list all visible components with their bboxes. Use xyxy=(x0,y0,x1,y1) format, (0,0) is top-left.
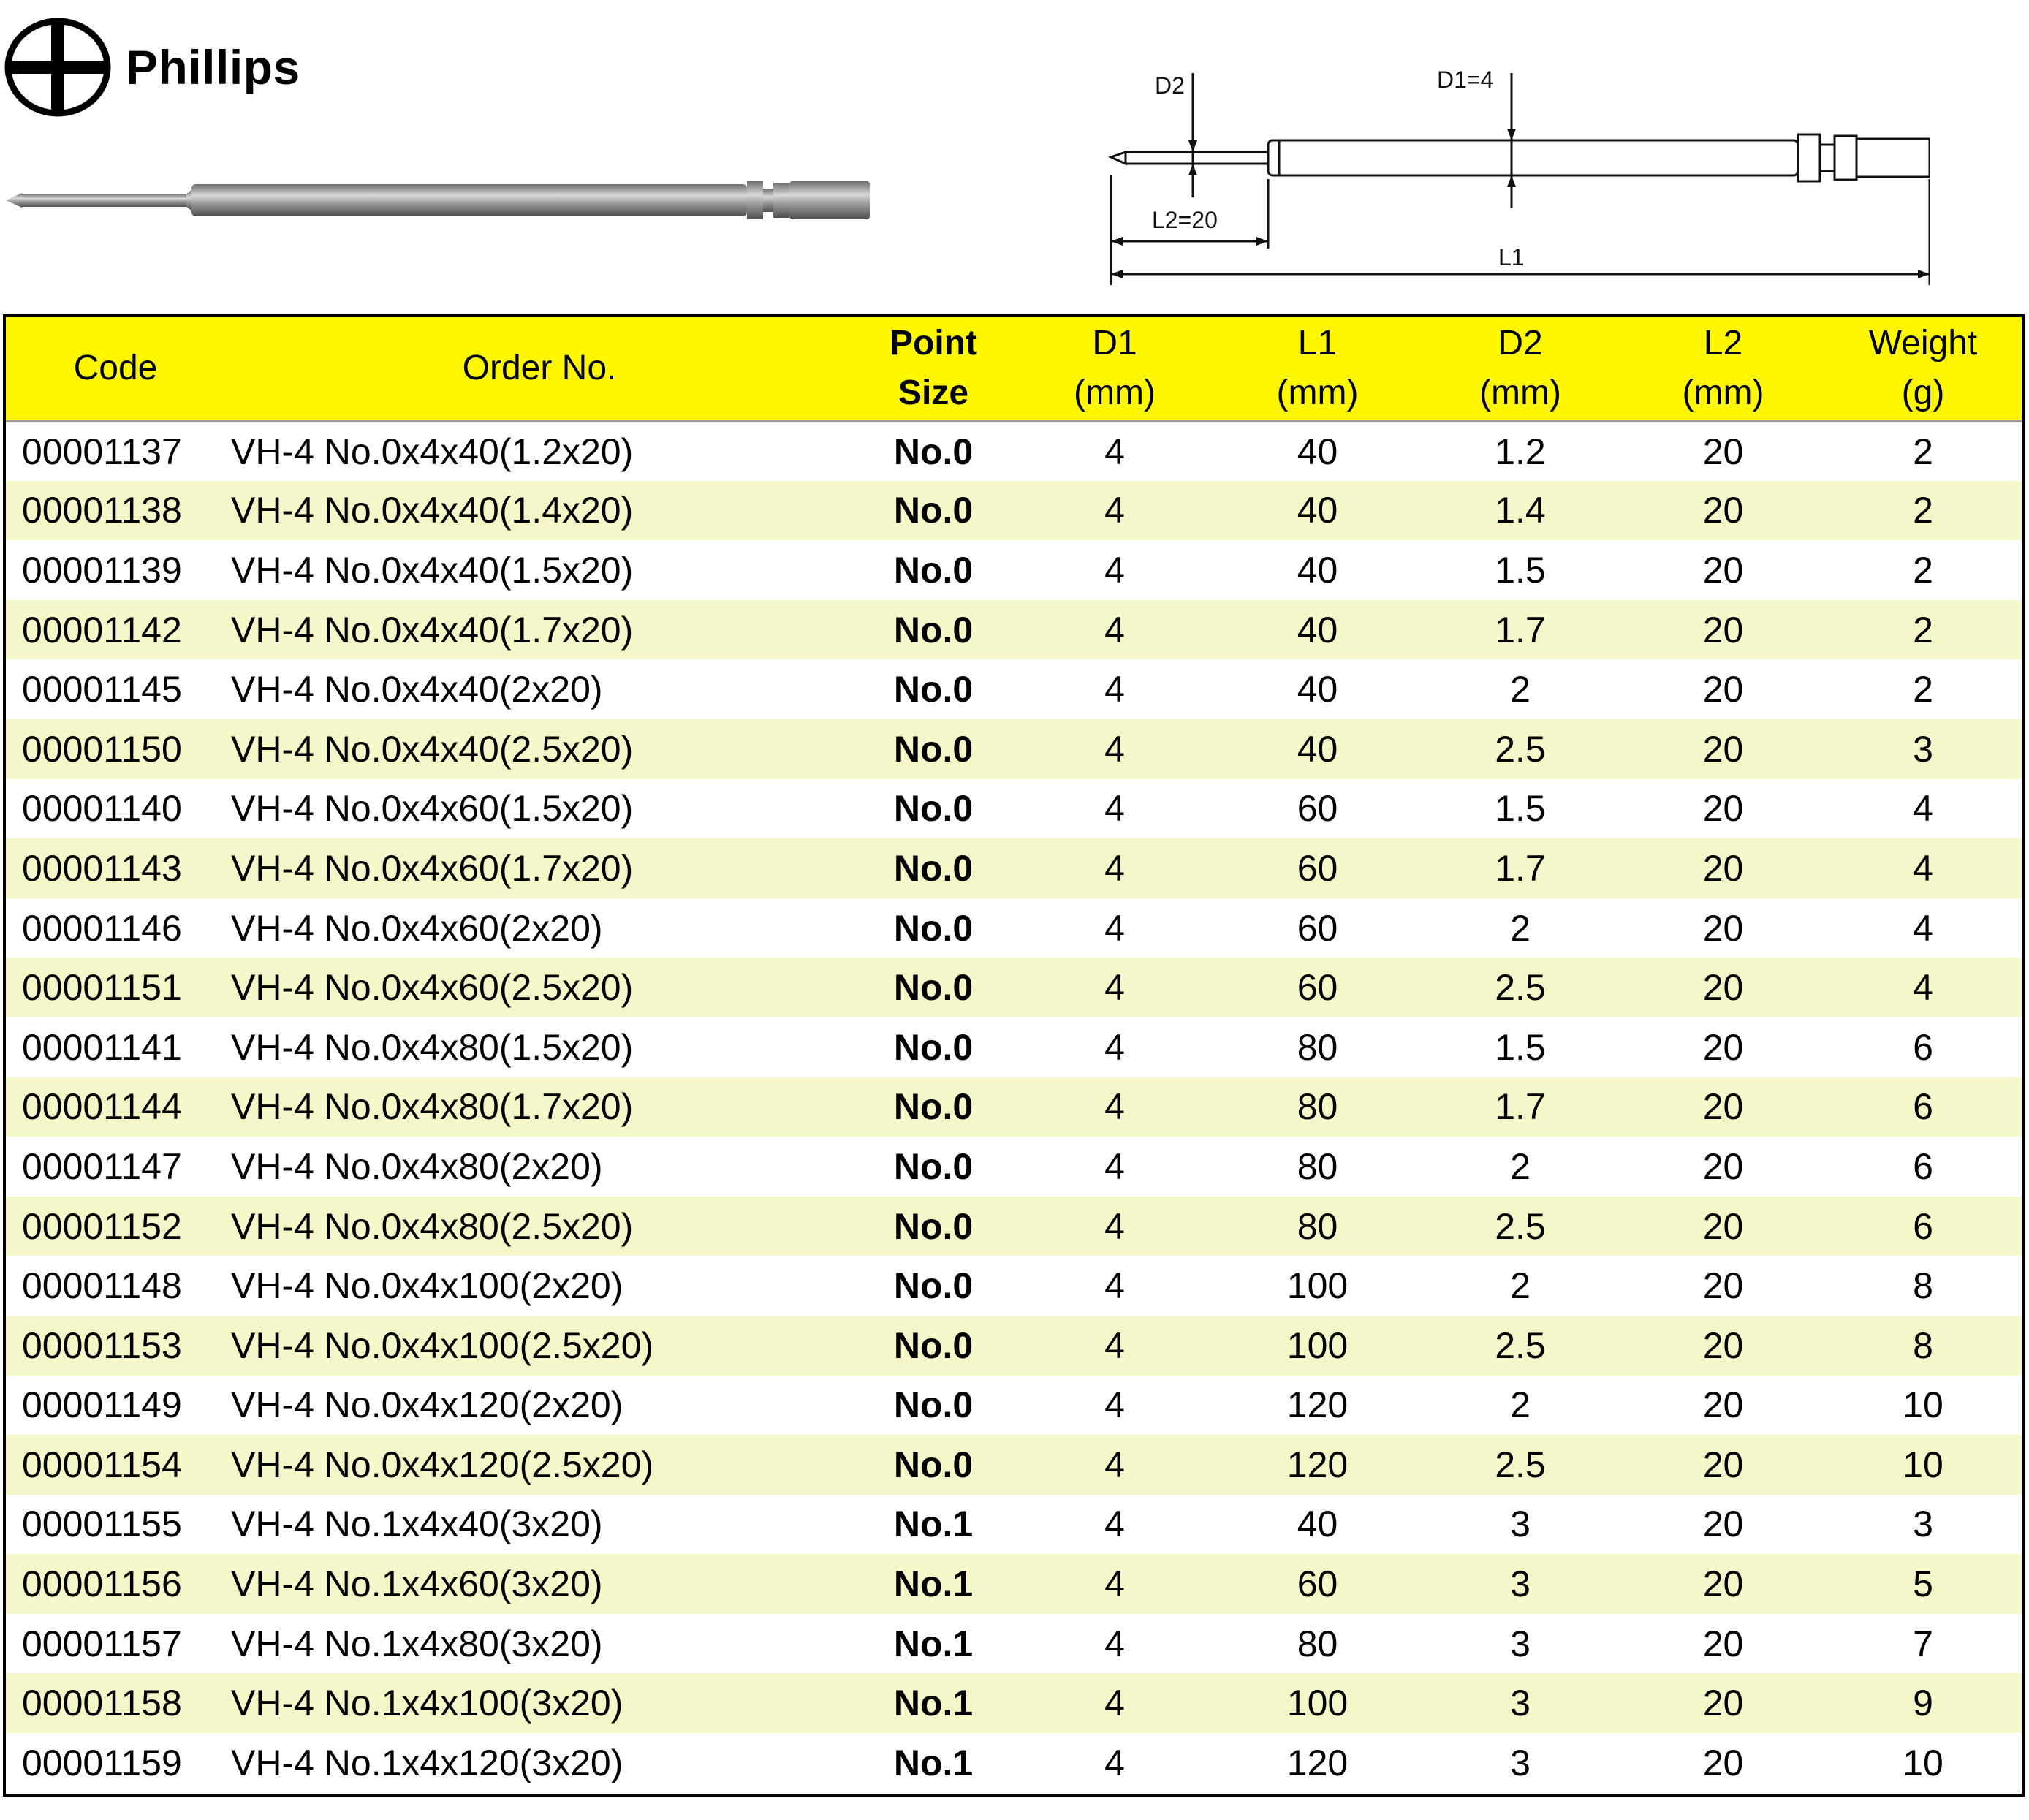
table-row xyxy=(6,1614,2022,1674)
d2-cell: 3 xyxy=(1510,1742,1531,1783)
l2-cell: 20 xyxy=(1702,1384,1744,1426)
column-header-l2: L2 (mm) xyxy=(1622,317,1824,421)
l2-cell: 20 xyxy=(1702,847,1744,889)
l1-cell: 40 xyxy=(1297,1504,1338,1545)
weight-cell: 9 xyxy=(1913,1683,1933,1724)
d1-cell: 4 xyxy=(1104,1504,1125,1545)
l1-cell: 60 xyxy=(1297,788,1338,830)
point-size-cell: No.1 xyxy=(893,1683,974,1724)
l2-cell: 20 xyxy=(1702,1324,1744,1366)
code-cell: 00001152 xyxy=(22,1205,182,1247)
table-header-row xyxy=(6,317,2022,421)
table-row xyxy=(6,898,2022,958)
l1-cell: 120 xyxy=(1286,1742,1349,1783)
weight-cell: 6 xyxy=(1913,1086,1933,1128)
weight-cell: 10 xyxy=(1903,1444,1943,1485)
l1-cell: 40 xyxy=(1297,431,1338,472)
table-row xyxy=(6,1137,2022,1197)
page-title: Phillips xyxy=(126,40,300,94)
table-row xyxy=(6,659,2022,719)
d2-cell: 1.5 xyxy=(1495,1026,1546,1068)
point-size-cell: No.0 xyxy=(893,1384,974,1426)
code-cell: 00001139 xyxy=(22,549,182,591)
code-cell: 00001142 xyxy=(22,609,182,651)
d2-cell: 2 xyxy=(1510,669,1531,710)
column-header-d1: D1 (mm) xyxy=(1013,317,1216,421)
d2-cell: 2.5 xyxy=(1495,1205,1546,1247)
d1-cell: 4 xyxy=(1104,788,1125,830)
order-no-cell: VH-4 No.1x4x60(3x20) xyxy=(231,1563,603,1605)
point-size-cell: No.0 xyxy=(893,728,974,770)
table-row xyxy=(6,958,2022,1017)
l1-cell: 40 xyxy=(1297,669,1338,710)
order-no-cell: VH-4 No.1x4x40(3x20) xyxy=(231,1504,603,1545)
column-header-code: Code xyxy=(6,317,225,421)
order-no-cell: VH-4 No.0x4x40(1.2x20) xyxy=(231,431,634,472)
point-size-cell: No.0 xyxy=(893,1205,974,1247)
d1-cell: 4 xyxy=(1104,609,1125,651)
code-cell: 00001149 xyxy=(22,1384,182,1426)
d1-cell: 4 xyxy=(1104,431,1125,472)
l1-cell: 80 xyxy=(1297,1205,1338,1247)
point-size-cell: No.0 xyxy=(893,431,974,472)
code-cell: 00001158 xyxy=(22,1683,182,1724)
d1-label: D1=4 xyxy=(1437,67,1494,93)
l2-cell: 20 xyxy=(1702,788,1744,830)
table-row xyxy=(6,1733,2022,1793)
d1-cell: 4 xyxy=(1104,549,1125,591)
dimension-diagram xyxy=(1082,58,1930,300)
l2-cell: 20 xyxy=(1702,1205,1744,1247)
l2-cell: 20 xyxy=(1702,967,1744,1009)
l1-cell: 80 xyxy=(1297,1623,1338,1664)
order-no-cell: VH-4 No.0x4x80(1.7x20) xyxy=(231,1086,634,1128)
l1-cell: 40 xyxy=(1297,728,1338,770)
weight-cell: 6 xyxy=(1913,1205,1933,1247)
d1-cell: 4 xyxy=(1104,1444,1125,1485)
point-size-cell: No.0 xyxy=(893,967,974,1009)
d1-cell: 4 xyxy=(1104,1026,1125,1068)
order-no-cell: VH-4 No.0x4x80(2x20) xyxy=(231,1145,603,1187)
table-row xyxy=(6,421,2022,481)
d2-cell: 1.4 xyxy=(1495,490,1546,531)
product-header xyxy=(0,0,2029,314)
point-size-cell: No.1 xyxy=(893,1623,974,1664)
d1-cell: 4 xyxy=(1104,1563,1125,1605)
weight-cell: 5 xyxy=(1913,1563,1933,1605)
d1-cell: 4 xyxy=(1104,907,1125,949)
d2-cell: 1.5 xyxy=(1495,788,1546,830)
weight-cell: 6 xyxy=(1913,1026,1933,1068)
table-row xyxy=(6,540,2022,600)
table-row xyxy=(6,1495,2022,1555)
code-cell: 00001143 xyxy=(22,847,182,889)
code-cell: 00001146 xyxy=(22,907,182,949)
order-no-cell: VH-4 No.0x4x40(1.7x20) xyxy=(231,609,634,651)
d1-cell: 4 xyxy=(1104,669,1125,710)
point-size-cell: No.0 xyxy=(893,1444,974,1485)
point-size-cell: No.0 xyxy=(893,1324,974,1366)
code-cell: 00001159 xyxy=(22,1742,182,1783)
order-no-cell: VH-4 No.0x4x40(2x20) xyxy=(231,669,603,710)
l2-cell: 20 xyxy=(1702,1086,1744,1128)
d1-cell: 4 xyxy=(1104,1205,1125,1247)
point-size-cell: No.0 xyxy=(893,847,974,889)
column-header-weight: Weight (g) xyxy=(1824,317,2022,421)
l1-cell: 80 xyxy=(1297,1145,1338,1187)
bit-photo-image xyxy=(0,159,877,232)
order-no-cell: VH-4 No.0x4x60(1.5x20) xyxy=(231,788,634,830)
weight-cell: 2 xyxy=(1913,669,1933,710)
l1-cell: 40 xyxy=(1297,609,1338,651)
table-row xyxy=(6,719,2022,779)
d2-cell: 1.2 xyxy=(1495,431,1546,472)
d2-cell: 1.7 xyxy=(1495,609,1546,651)
weight-cell: 2 xyxy=(1913,549,1933,591)
d2-cell: 3 xyxy=(1510,1563,1531,1605)
l1-cell: 120 xyxy=(1286,1444,1349,1485)
table-body xyxy=(6,421,2022,1793)
l2-cell: 20 xyxy=(1702,549,1744,591)
code-cell: 00001141 xyxy=(22,1026,182,1068)
l1-cell: 60 xyxy=(1297,1563,1338,1605)
order-no-cell: VH-4 No.0x4x40(1.5x20) xyxy=(231,549,634,591)
column-header-order-no: Order No. xyxy=(225,317,854,421)
d2-cell: 2 xyxy=(1510,1145,1531,1187)
point-size-cell: No.1 xyxy=(893,1563,974,1605)
table-row xyxy=(6,600,2022,660)
l1-cell: 40 xyxy=(1297,549,1338,591)
l1-cell: 60 xyxy=(1297,967,1338,1009)
point-size-cell: No.0 xyxy=(893,490,974,531)
weight-cell: 6 xyxy=(1913,1145,1933,1187)
d2-cell: 3 xyxy=(1510,1504,1531,1545)
point-size-cell: No.1 xyxy=(893,1742,974,1783)
point-size-cell: No.0 xyxy=(893,1145,974,1187)
code-cell: 00001145 xyxy=(22,669,182,710)
l2-cell: 20 xyxy=(1702,728,1744,770)
order-no-cell: VH-4 No.0x4x60(2x20) xyxy=(231,907,603,949)
l1-label: L1 xyxy=(1498,244,1525,270)
code-cell: 00001157 xyxy=(22,1623,182,1664)
code-cell: 00001138 xyxy=(22,490,182,531)
specs-table xyxy=(6,317,2022,1793)
d2-cell: 2.5 xyxy=(1495,728,1546,770)
l2-cell: 20 xyxy=(1702,1504,1744,1545)
l1-cell: 60 xyxy=(1297,847,1338,889)
point-size-cell: No.0 xyxy=(893,1026,974,1068)
l2-cell: 20 xyxy=(1702,1145,1744,1187)
l2-cell: 20 xyxy=(1702,907,1744,949)
code-cell: 00001137 xyxy=(22,431,182,472)
order-no-cell: VH-4 No.1x4x120(3x20) xyxy=(231,1742,623,1783)
l1-cell: 40 xyxy=(1297,490,1338,531)
weight-cell: 8 xyxy=(1913,1324,1933,1366)
weight-cell: 3 xyxy=(1913,728,1933,770)
table-row xyxy=(6,838,2022,898)
specifications-table xyxy=(3,314,2025,1797)
weight-cell: 10 xyxy=(1903,1384,1943,1426)
code-cell: 00001154 xyxy=(22,1444,182,1485)
d2-cell: 1.5 xyxy=(1495,549,1546,591)
point-size-cell: No.0 xyxy=(893,1086,974,1128)
point-size-cell: No.0 xyxy=(893,788,974,830)
l2-cell: 20 xyxy=(1702,490,1744,531)
l1-cell: 80 xyxy=(1297,1026,1338,1068)
d2-cell: 2.5 xyxy=(1495,1324,1546,1366)
weight-cell: 7 xyxy=(1913,1623,1933,1664)
d2-cell: 2 xyxy=(1510,907,1531,949)
weight-cell: 3 xyxy=(1913,1504,1933,1545)
order-no-cell: VH-4 No.0x4x80(2.5x20) xyxy=(231,1205,634,1247)
code-cell: 00001144 xyxy=(22,1086,182,1128)
order-no-cell: VH-4 No.0x4x100(2x20) xyxy=(231,1265,623,1307)
l1-cell: 100 xyxy=(1286,1683,1349,1724)
l2-cell: 20 xyxy=(1702,1265,1744,1307)
column-header-l1: L1 (mm) xyxy=(1216,317,1419,421)
d2-cell: 3 xyxy=(1510,1683,1531,1724)
d1-cell: 4 xyxy=(1104,1265,1125,1307)
order-no-cell: VH-4 No.0x4x120(2x20) xyxy=(231,1384,623,1426)
point-size-cell: No.1 xyxy=(893,1504,974,1545)
order-no-cell: VH-4 No.0x4x120(2.5x20) xyxy=(231,1444,654,1485)
point-size-cell: No.0 xyxy=(893,609,974,651)
table-row xyxy=(6,1376,2022,1436)
code-cell: 00001140 xyxy=(22,788,182,830)
l1-cell: 120 xyxy=(1286,1384,1349,1426)
d2-cell: 1.7 xyxy=(1495,1086,1546,1128)
column-header-d2: D2 (mm) xyxy=(1419,317,1622,421)
code-cell: 00001155 xyxy=(22,1504,182,1545)
order-no-cell: VH-4 No.0x4x60(2.5x20) xyxy=(231,967,634,1009)
weight-cell: 4 xyxy=(1913,967,1933,1009)
l2-cell: 20 xyxy=(1702,1623,1744,1664)
d1-cell: 4 xyxy=(1104,1324,1125,1366)
weight-cell: 2 xyxy=(1913,431,1933,472)
d2-label: D2 xyxy=(1155,72,1185,99)
order-no-cell: VH-4 No.0x4x40(2.5x20) xyxy=(231,728,634,770)
weight-cell: 2 xyxy=(1913,490,1933,531)
table-row xyxy=(6,1017,2022,1077)
d1-cell: 4 xyxy=(1104,1086,1125,1128)
point-size-cell: No.0 xyxy=(893,669,974,710)
l1-cell: 80 xyxy=(1297,1086,1338,1128)
d1-cell: 4 xyxy=(1104,967,1125,1009)
d1-cell: 4 xyxy=(1104,1623,1125,1664)
weight-cell: 8 xyxy=(1913,1265,1933,1307)
d1-cell: 4 xyxy=(1104,728,1125,770)
order-no-cell: VH-4 No.0x4x80(1.5x20) xyxy=(231,1026,634,1068)
l2-cell: 20 xyxy=(1702,1026,1744,1068)
weight-cell: 4 xyxy=(1913,907,1933,949)
d2-cell: 2.5 xyxy=(1495,967,1546,1009)
table-row xyxy=(6,779,2022,839)
d1-cell: 4 xyxy=(1104,490,1125,531)
weight-cell: 10 xyxy=(1903,1742,1943,1783)
l1-cell: 60 xyxy=(1297,907,1338,949)
table-row xyxy=(6,1077,2022,1137)
l2-label: L2=20 xyxy=(1152,207,1218,233)
d2-cell: 3 xyxy=(1510,1623,1531,1664)
point-size-cell: No.0 xyxy=(893,549,974,591)
table-row xyxy=(6,1256,2022,1316)
d2-cell: 2.5 xyxy=(1495,1444,1546,1485)
point-size-cell: No.0 xyxy=(893,1265,974,1307)
d1-cell: 4 xyxy=(1104,1145,1125,1187)
l1-cell: 100 xyxy=(1286,1265,1349,1307)
weight-cell: 4 xyxy=(1913,847,1933,889)
table-row xyxy=(6,1435,2022,1495)
table-row xyxy=(6,1554,2022,1614)
l2-cell: 20 xyxy=(1702,609,1744,651)
weight-cell: 2 xyxy=(1913,609,1933,651)
order-no-cell: VH-4 No.1x4x100(3x20) xyxy=(231,1683,623,1724)
d1-cell: 4 xyxy=(1104,847,1125,889)
l2-cell: 20 xyxy=(1702,1444,1744,1485)
l2-cell: 20 xyxy=(1702,1683,1744,1724)
table-row xyxy=(6,481,2022,541)
order-no-cell: VH-4 No.0x4x60(1.7x20) xyxy=(231,847,634,889)
l2-cell: 20 xyxy=(1702,1742,1744,1783)
code-cell: 00001148 xyxy=(22,1265,182,1307)
point-size-cell: No.0 xyxy=(893,907,974,949)
l1-cell: 100 xyxy=(1286,1324,1349,1366)
order-no-cell: VH-4 No.0x4x100(2.5x20) xyxy=(231,1324,654,1366)
code-cell: 00001150 xyxy=(22,728,182,770)
table-row xyxy=(6,1197,2022,1256)
d2-cell: 2 xyxy=(1510,1265,1531,1307)
l2-cell: 20 xyxy=(1702,669,1744,710)
phillips-cross-icon xyxy=(3,16,113,118)
code-cell: 00001147 xyxy=(22,1145,182,1187)
order-no-cell: VH-4 No.1x4x80(3x20) xyxy=(231,1623,603,1664)
d2-cell: 2 xyxy=(1510,1384,1531,1426)
l2-cell: 20 xyxy=(1702,431,1744,472)
weight-cell: 4 xyxy=(1913,788,1933,830)
code-cell: 00001153 xyxy=(22,1324,182,1366)
l2-cell: 20 xyxy=(1702,1563,1744,1605)
d1-cell: 4 xyxy=(1104,1384,1125,1426)
d1-cell: 4 xyxy=(1104,1683,1125,1724)
d2-cell: 1.7 xyxy=(1495,847,1546,889)
code-cell: 00001151 xyxy=(22,967,182,1009)
code-cell: 00001156 xyxy=(22,1563,182,1605)
order-no-cell: VH-4 No.0x4x40(1.4x20) xyxy=(231,490,634,531)
column-header-point-size: Point Size xyxy=(854,317,1013,421)
table-row xyxy=(6,1316,2022,1376)
d1-cell: 4 xyxy=(1104,1742,1125,1783)
table-row xyxy=(6,1673,2022,1733)
